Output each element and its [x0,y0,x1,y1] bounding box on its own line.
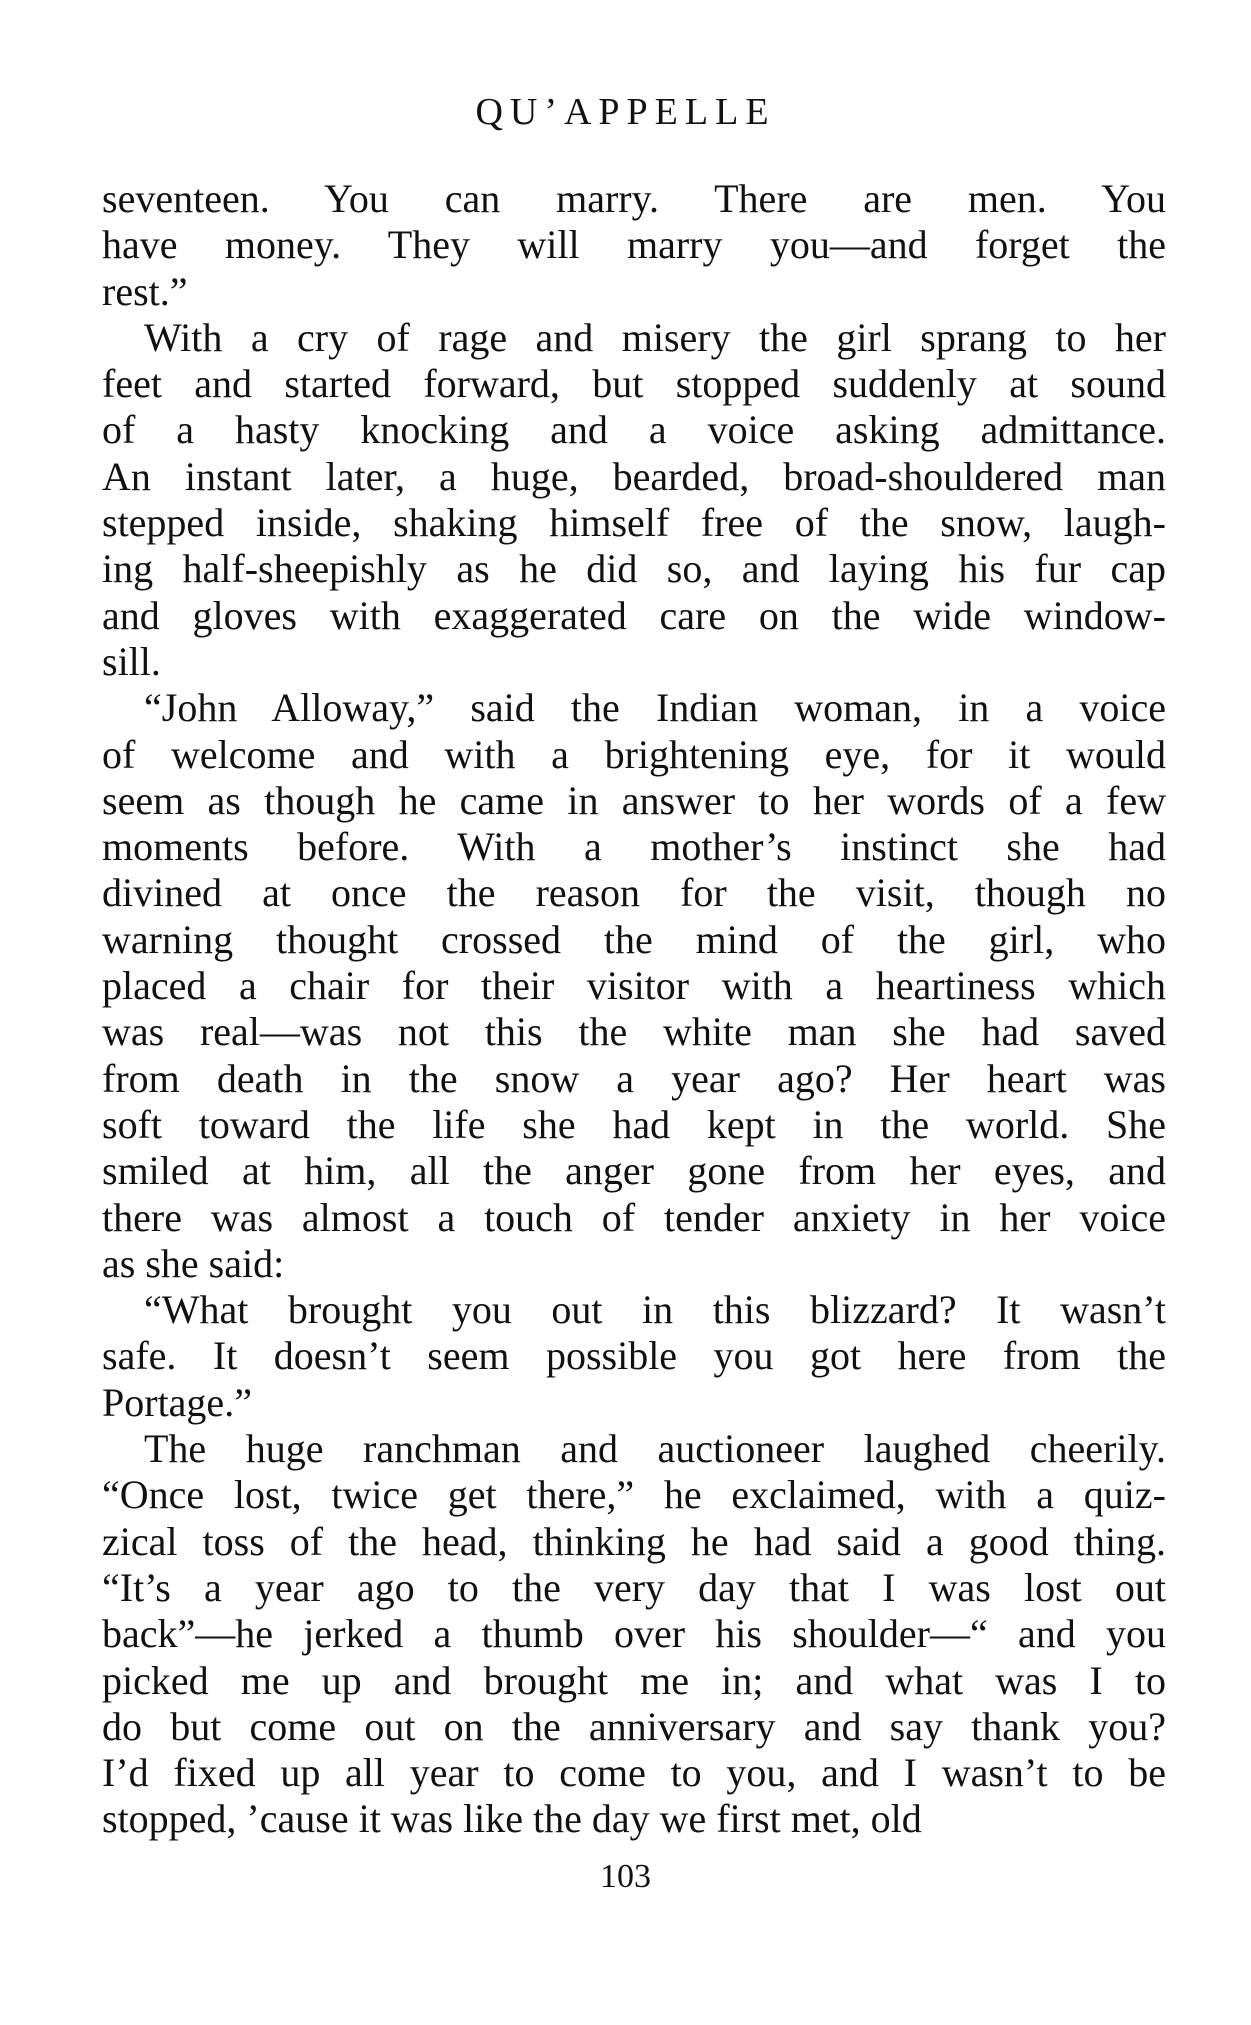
text-line: back”—he jerked a thumb over his shoulder—“ and you [102,1611,1166,1657]
text-line: soft toward the life she had kept in the world. She [102,1101,1166,1147]
running-header: QU’APPELLE [475,91,776,133]
text-line: and gloves with exaggerated care on the wide window- [102,592,1166,638]
text-line: moments before. With a mother’s instinct she had [102,824,1166,870]
text-line: The huge ranchman and auctioneer laughed cheerily. [144,1426,1166,1472]
text-line: picked me up and brought me in; and what was I to [102,1657,1166,1703]
text-line: do but come out on the anniversary and say thank you? [102,1703,1166,1749]
text-line: With a cry of rage and misery the girl sprang to her [144,314,1166,360]
text-line: divined at once the reason for the visit, though no [102,870,1166,916]
paragraph [102,176,1166,315]
text-line: An instant later, a huge, bearded, broad-shouldered man [102,453,1166,499]
text-line: sill. [102,638,161,684]
text-line: have money. They will marry you—and forget the [102,222,1166,268]
text-line: from death in the snow a year ago? Her heart was [102,1055,1166,1101]
text-line: placed a chair for their visitor with a heartiness which [102,963,1166,1009]
text-line: was real—was not this the white man she had saved [102,1009,1166,1055]
text-line: there was almost a touch of tender anxiety in her voice [102,1194,1166,1240]
paragraph [102,685,1166,1287]
text-line: seem as though he came in answer to her words of a few [102,777,1166,823]
text-line: stepped inside, shaking himself free of the snow, laugh- [102,500,1166,546]
text-line: feet and started forward, but stopped suddenly at sound [102,361,1166,407]
text-line: seventeen. You can marry. There are men. You [102,176,1166,221]
body-text [102,176,1166,1843]
text-line: “John Alloway,” said the Indian woman, in a voice [144,685,1166,731]
text-line: “Once lost, twice get there,” he exclaimed, with a quiz- [102,1472,1166,1518]
text-line: safe. It doesn’t seem possible you got here from the [102,1333,1166,1379]
text-line: of welcome and with a brightening eye, for it would [102,731,1166,777]
page-number: 103 [600,1858,651,1895]
text-line: as she said: [102,1240,285,1286]
paragraph [102,1287,1166,1426]
text-line: Portage.” [102,1379,252,1425]
text-line: I’d fixed up all year to come to you, and I wasn’t to be [102,1750,1166,1796]
text-line: warning thought crossed the mind of the girl, who [102,916,1166,962]
text-line: ing half-sheepishly as he did so, and laying his fur cap [102,546,1166,592]
text-line: “It’s a year ago to the very day that I was lost out [102,1564,1166,1610]
text-line: stopped, ’cause it was like the day we first met, old [102,1796,922,1842]
paragraph [102,315,1166,685]
text-line: “What brought you out in this blizzard? It wasn’t [144,1287,1166,1333]
text-line: zical toss of the head, thinking he had said a good thing. [102,1518,1166,1564]
text-line: smiled at him, all the anger gone from her eyes, and [102,1148,1166,1194]
paragraph [102,1426,1166,1843]
text-line: of a hasty knocking and a voice asking admittance. [102,407,1166,453]
text-line: rest.” [102,268,188,314]
